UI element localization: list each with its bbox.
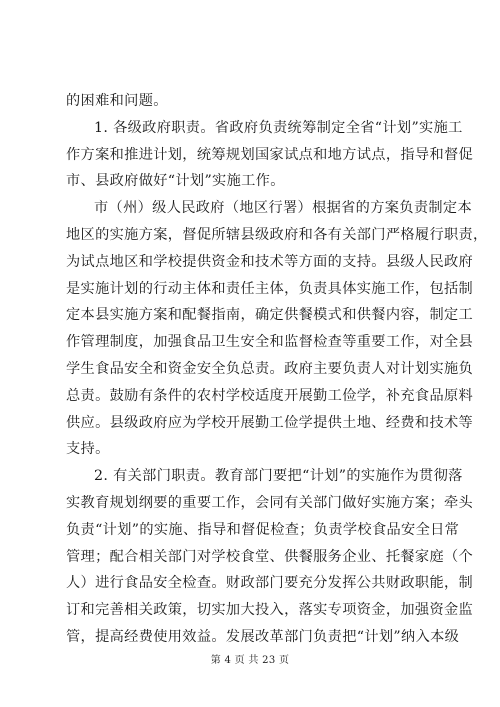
text-line: 是实施计划的行动主体和责任主体，负责具体实施工作，包括制 [66,280,474,297]
text-line: 总责。鼓励有条件的农村学校适度开展勤工俭学，补充食品原料 [66,387,474,404]
text-line: 作管理制度，加强食品卫生安全和监督检查等重要工作，对全县 [66,334,474,351]
paragraph-heading-line: 1. 各级政府职责。省政府负责统筹制定全省“计划”实施工 [94,119,463,136]
text-line: 实教育规划纲要的重要工作，会同有关部门做好实施方案；牵头 [66,494,474,511]
paragraph-start-line: 市（州）级人民政府（地区行署）根据省的方案负责制定本 [94,200,472,217]
text-line: 学生食品安全和资金安全负总责。政府主要负责人对计划实施负 [66,360,474,377]
text-line: 支持。 [66,441,110,458]
text-line: 为试点地区和学校提供资金和技术等方面的支持。县级人民政府 [66,253,474,270]
text-line: 定本县实施方案和配餐指南，确定供餐模式和供餐内容，制定工 [66,307,474,324]
document-body [66,88,488,651]
text-line: 市、县政府做好“计划”实施工作。 [66,173,285,190]
text-line: 管，提高经费使用效益。发展改革部门负责把“计划”纳入本级 [66,628,460,645]
text-line: 的困难和问题。 [66,93,168,109]
page-number-footer: 第 4 页 共 23 页 [210,655,290,666]
text-line: 订和完善相关政策，切实加大投入，落实专项资金，加强资金监 [66,602,474,619]
text-line: 人）进行食品安全检查。财政部门要充分发挥公共财政职能，制 [66,575,474,592]
text-line: 地区的实施方案，督促所辖县级政府和各有关部门严格履行职责， [66,226,488,243]
text-line: 管理；配合相关部门对学校食堂、供餐服务企业、托餐家庭（个 [66,548,474,565]
text-line: 供应。县级政府应为学校开展勤工俭学提供土地、经费和技术等 [66,414,474,431]
text-line: 负责“计划”的实施、指导和督促检查；负责学校食品安全日常 [66,521,460,538]
paragraph-heading-line: 2. 有关部门职责。教育部门要把“计划”的实施作为贯彻落 [94,468,463,485]
text-line: 作方案和推进计划，统筹规划国家试点和地方试点，指导和督促 [66,146,474,163]
